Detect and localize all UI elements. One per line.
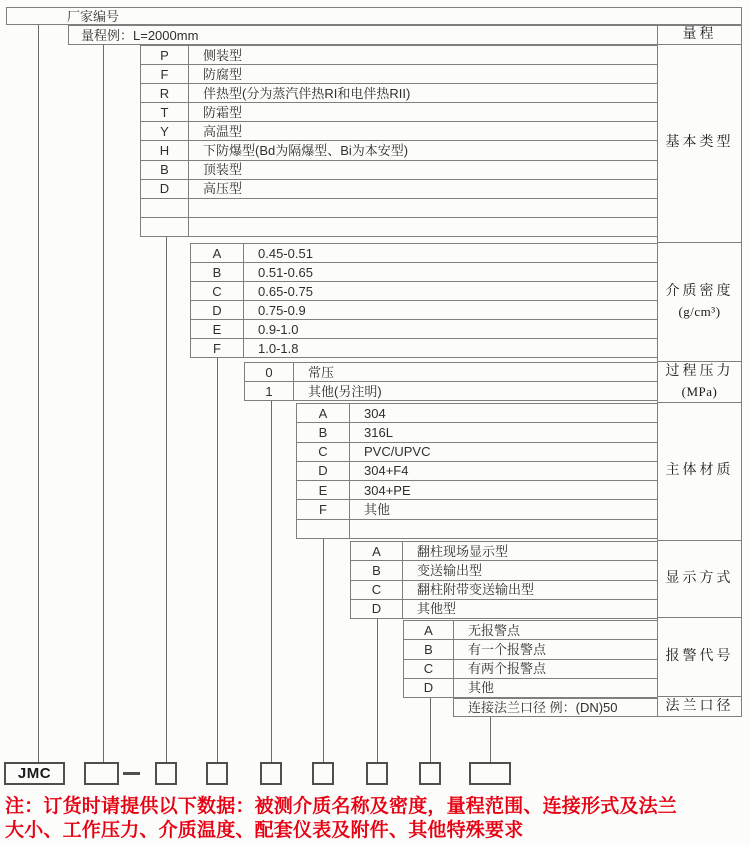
desc-cell: 防腐型 xyxy=(203,66,243,82)
code-cell: Y xyxy=(141,122,189,140)
side-label-flange-size: 法兰口径 xyxy=(665,699,734,714)
code-cell: F xyxy=(191,339,244,357)
flange-size-label: 连接法兰口径 例：(DN)50 xyxy=(468,700,618,715)
table-row xyxy=(141,103,657,122)
table-row xyxy=(141,84,657,103)
basic-type-table xyxy=(140,45,658,237)
desc-cell: 侧装型 xyxy=(203,47,243,63)
code-cell: F xyxy=(141,65,189,83)
table-row xyxy=(297,423,657,442)
model-prefix-box xyxy=(4,762,65,785)
desc-cell: 下防爆型(Bd为隔爆型、Bi为本安型) xyxy=(203,143,409,159)
code-cell: D xyxy=(351,600,403,618)
table-row xyxy=(297,404,657,423)
model-prefix-label: JMC xyxy=(17,765,52,782)
code-cell: B xyxy=(297,423,350,441)
desc-cell: 0.51-0.65 xyxy=(258,264,313,280)
desc-cell: 0.75-0.9 xyxy=(258,302,306,318)
desc-cell: 0.45-0.51 xyxy=(258,245,313,261)
code-cell: D xyxy=(191,301,244,319)
desc-cell: 0.9-1.0 xyxy=(258,321,299,337)
desc-cell: 其他 xyxy=(468,680,495,696)
desc-cell: 316L xyxy=(364,424,393,440)
flange-size-row xyxy=(453,698,658,717)
desc-cell: 变送输出型 xyxy=(417,562,483,578)
desc-cell: PVC/UPVC xyxy=(364,444,431,460)
table-row xyxy=(297,443,657,462)
range-example-label: 量程例：L=2000mm xyxy=(81,27,199,43)
connector-line xyxy=(103,45,104,763)
desc-cell: 其他 xyxy=(364,502,391,518)
connector-line xyxy=(490,717,491,763)
desc-cell: 顶装型 xyxy=(203,162,243,178)
side-label-material: 主体材质 xyxy=(658,403,741,541)
display-mode-table xyxy=(350,541,658,619)
side-label-density: 介质密度 (g/cm³) xyxy=(658,243,741,362)
table-row xyxy=(141,65,657,84)
desc-cell: 翻柱现场显示型 xyxy=(417,543,509,559)
desc-cell: 常压 xyxy=(308,364,335,380)
pressure-table xyxy=(244,362,658,401)
table-row xyxy=(351,561,657,580)
code-cell: 1 xyxy=(245,382,294,400)
code-cell: B xyxy=(191,263,244,281)
table-row xyxy=(351,600,657,618)
model-code-box-alarm-code xyxy=(419,762,441,785)
desc-cell: 高压型 xyxy=(203,181,243,197)
manufacturer-code-row xyxy=(6,7,742,25)
model-code-box-density xyxy=(206,762,228,785)
desc-cell: 防霜型 xyxy=(203,104,243,120)
code-cell: E xyxy=(297,481,350,499)
code-cell: E xyxy=(191,320,244,338)
table-row xyxy=(297,520,657,538)
code-cell: C xyxy=(191,282,244,300)
table-row xyxy=(141,141,657,160)
side-label-alarm-code: 报警代号 xyxy=(658,618,741,697)
table-row xyxy=(141,46,657,65)
table-row xyxy=(297,481,657,500)
code-cell: A xyxy=(297,404,350,422)
desc-cell: 304+F4 xyxy=(364,463,409,479)
code-cell: B xyxy=(141,161,189,179)
material-table xyxy=(296,403,658,539)
table-row xyxy=(191,320,657,339)
order-note-line1: 注：订货时请提供以下数据：被测介质名称及密度，量程范围、连接形式及法兰 xyxy=(5,796,678,817)
desc-cell: 304 xyxy=(364,405,386,421)
table-row xyxy=(191,339,657,357)
side-label-basic-type: 基本类型 xyxy=(658,45,741,243)
code-cell xyxy=(141,218,189,236)
code-cell: C xyxy=(404,660,454,678)
table-row xyxy=(191,263,657,282)
order-note-line2: 大小、工作压力、介质温度、配套仪表及附件、其他特殊要求 xyxy=(5,819,524,841)
code-cell: D xyxy=(297,462,350,480)
model-code-box-material xyxy=(312,762,334,785)
side-label-display-mode: 显示方式 xyxy=(658,541,741,618)
desc-cell: 高温型 xyxy=(203,123,243,139)
table-row xyxy=(245,382,657,400)
table-row xyxy=(297,462,657,481)
table-row xyxy=(351,542,657,561)
code-cell: A xyxy=(351,542,403,560)
desc-cell: 1.0-1.8 xyxy=(258,340,299,356)
code-cell: B xyxy=(404,640,454,658)
side-label-range: 量程 xyxy=(658,26,741,45)
range-row xyxy=(68,25,658,45)
model-code-box-display-mode xyxy=(366,762,388,785)
alarm-code-table xyxy=(403,620,658,698)
table-row xyxy=(351,581,657,600)
model-code-box-pressure xyxy=(260,762,282,785)
table-row xyxy=(191,282,657,301)
model-code-box-flange-size xyxy=(469,762,511,785)
separator-dash xyxy=(123,772,140,775)
code-cell: A xyxy=(191,244,244,262)
table-row xyxy=(141,122,657,141)
density-table xyxy=(190,243,658,358)
desc-cell: 有两个报警点 xyxy=(468,661,547,677)
connector-line xyxy=(166,237,167,763)
table-row xyxy=(297,500,657,519)
table-row xyxy=(141,199,657,218)
code-cell: F xyxy=(297,500,350,518)
code-cell: 0 xyxy=(245,363,294,381)
desc-cell: 0.65-0.75 xyxy=(258,283,313,299)
table-row xyxy=(191,244,657,263)
code-cell: P xyxy=(141,46,189,64)
table-row xyxy=(404,621,657,640)
model-code-box-range xyxy=(84,762,119,785)
desc-cell: 304+PE xyxy=(364,482,411,498)
code-cell: D xyxy=(141,180,189,198)
table-row xyxy=(404,679,657,697)
order-note xyxy=(5,795,747,842)
desc-cell: 其他型 xyxy=(417,601,457,617)
connector-line xyxy=(38,25,39,763)
category-label-column xyxy=(657,25,742,717)
code-cell: T xyxy=(141,103,189,121)
desc-cell: 其他(另注明) xyxy=(308,383,382,399)
connector-line xyxy=(217,358,218,763)
desc-cell: 伴热型(分为蒸汽伴热RI和电伴热RII) xyxy=(203,85,411,101)
desc-cell: 翻柱附带变送输出型 xyxy=(417,582,535,598)
table-row xyxy=(141,218,657,236)
table-row xyxy=(404,660,657,679)
code-cell: D xyxy=(404,679,454,697)
code-cell: B xyxy=(351,561,403,579)
manufacturer-code-label: 厂家编号 xyxy=(67,8,120,24)
connector-line xyxy=(323,539,324,763)
table-row xyxy=(404,640,657,659)
code-cell: A xyxy=(404,621,454,639)
code-cell: R xyxy=(141,84,189,102)
table-row xyxy=(191,301,657,320)
desc-cell: 无报警点 xyxy=(468,622,521,638)
connector-line xyxy=(430,698,431,763)
table-row xyxy=(141,180,657,199)
code-cell: C xyxy=(351,581,403,599)
side-label-pressure: 过程压力 (MPa) xyxy=(658,362,741,403)
table-row xyxy=(141,161,657,180)
code-cell: C xyxy=(297,443,350,461)
table-row xyxy=(245,363,657,382)
connector-line xyxy=(377,619,378,763)
code-cell xyxy=(297,520,350,538)
desc-cell: 有一个报警点 xyxy=(468,641,547,657)
connector-line xyxy=(271,401,272,763)
model-code-box-basic-type xyxy=(155,762,177,785)
code-cell xyxy=(141,199,189,217)
code-cell: H xyxy=(141,141,189,159)
